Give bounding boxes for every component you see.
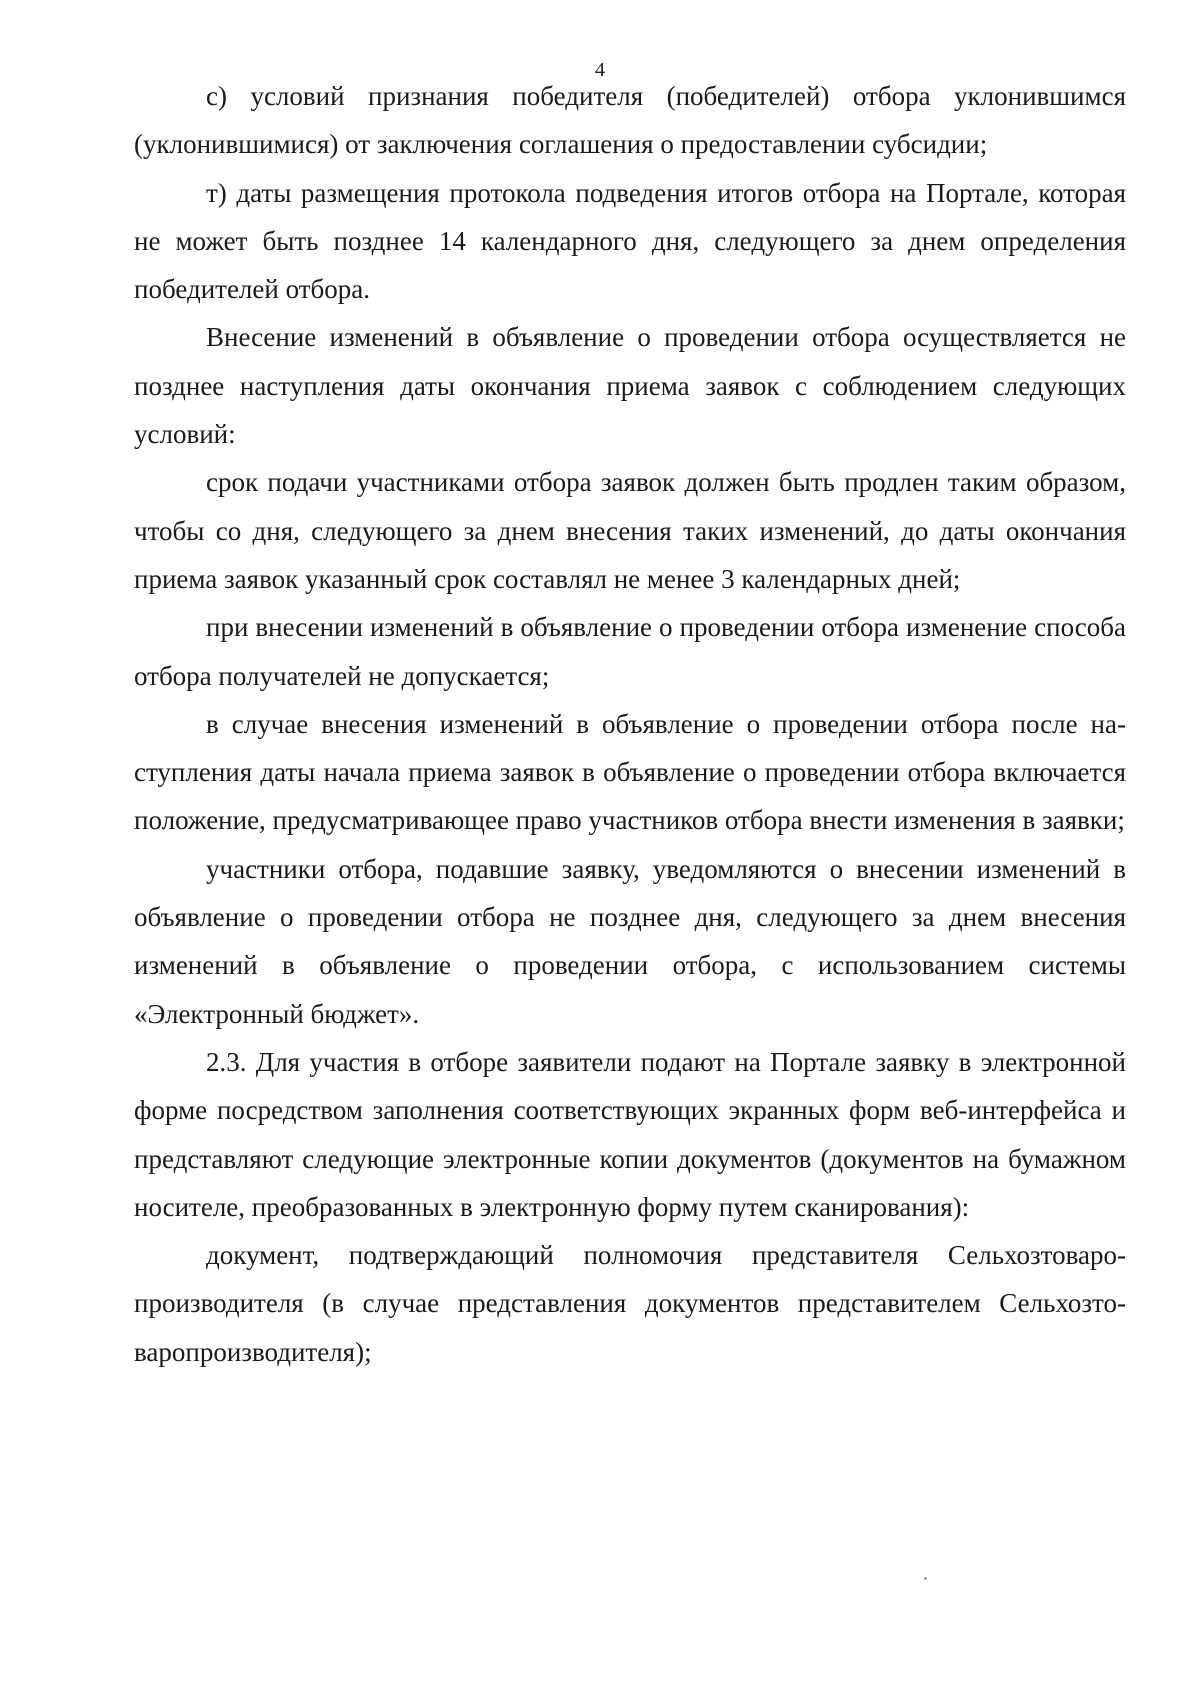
paragraph-participant-notification: участники отбора, подавшие заявку, уведомляются о внесении изменений в объявление о проведении отбора не позднее дня, следующего за днем внесения изменений в объявление о проведении отбора, с использованием системы «Электронный бюджет».	[134, 853, 1126, 1029]
paragraph-section-2-3: 2.3. Для участия в отборе заявители подают на Портале заявку в электронной форме посредством заполнения соответствующих экранных форм веб-интерфейса и представляют следующие электронные копии документов (документов на бумажном носителе, преобразованных в электронную форму путем сканирования):	[134, 1046, 1126, 1222]
paragraph-method-change: при внесении изменений в объявление о проведении отбора изменение способа отбора получателей не допускается;	[134, 612, 1126, 691]
paragraph-representative-document: документ, подтверждающий полномочия представителя Сельхозтоваропроизводителя (в случае представления документов представителем Сельхозтоваропроизводителя);	[134, 1240, 1126, 1367]
page-number: 4	[595, 59, 605, 81]
document-body	[134, 72, 1126, 1376]
paragraph-amendments-intro: Внесение изменений в объявление о проведении отбора осуществляется не позднее наступления даты окончания приема заявок с соблюдением следующих условий:	[134, 322, 1126, 450]
paragraph-item-t: т) даты размещения протокола подведения итогов отбора на Портале, которая не может быть позднее 14 календарного дня, следующего за днем определения победителей отбора.	[134, 177, 1126, 305]
paragraph-application-changes: в случае внесения изменений в объявление о проведении отбора после наступления даты начала приема заявок в объявление о проведении отбора включается положение, предусматривающее право участников отбора внести изменения в заявки;	[134, 708, 1126, 836]
paragraph-deadline-extension: срок подачи участниками отбора заявок должен быть продлен таким образом, чтобы со дня, следующего за днем внесения таких изменений, до даты окончания приема заявок указанный срок составлял не менее 3 календарных дней;	[134, 467, 1126, 594]
paragraph-item-s: с) условий признания победителя (победителей) отбора уклонившимся (уклонившимися) от заключения соглашения о предоставлении субсидии;	[134, 81, 1126, 160]
scan-artifact-dot	[924, 1577, 927, 1580]
